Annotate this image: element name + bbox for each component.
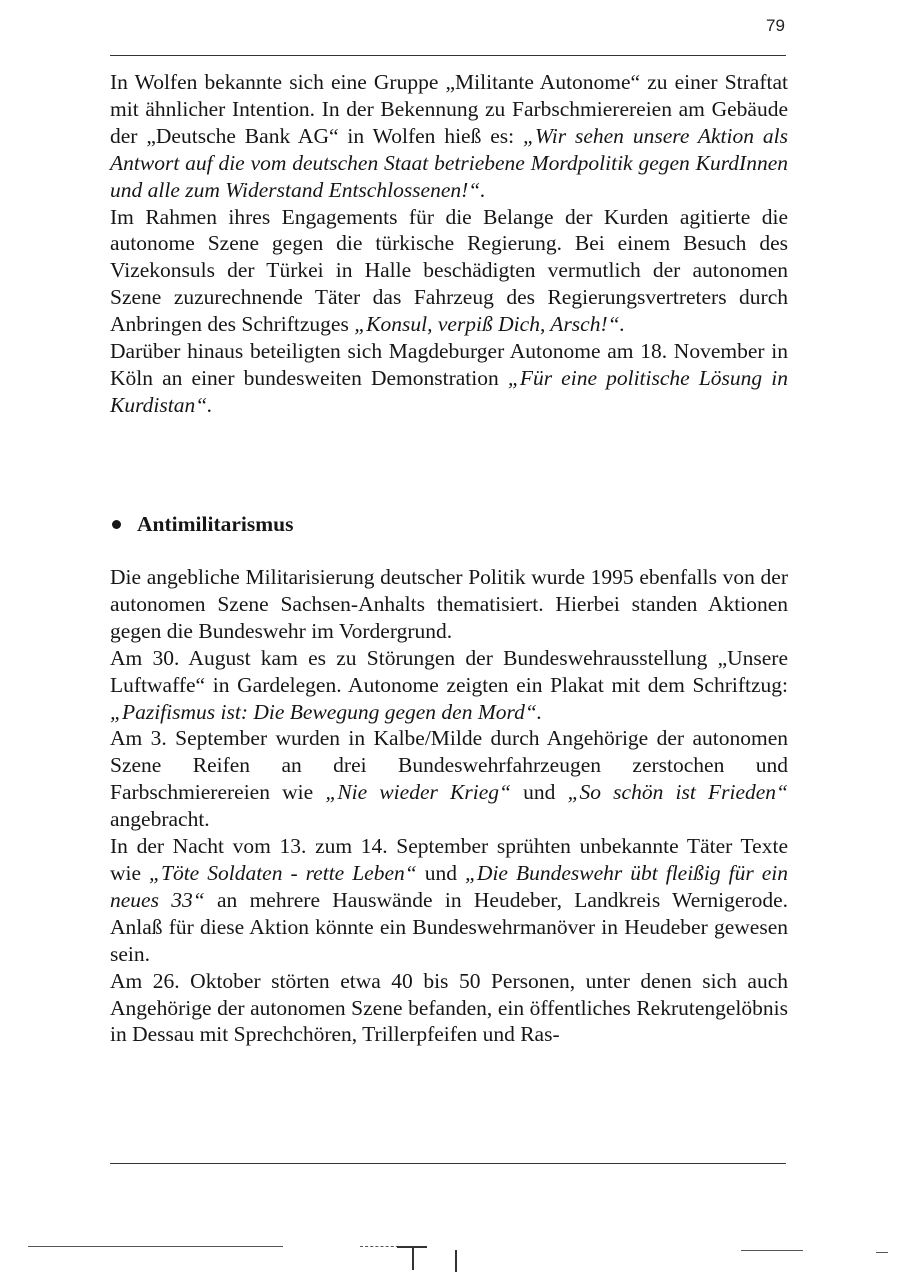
quote-text: „Wir sehen unsere Aktion als Antwort auf die vom deutschen Staat betriebene Mordpolitik gegen KurdInnen und alle zum Widerstand Entschlossenen!“.: [110, 123, 789, 202]
quote-text: „Für eine politische Lösung in Kurdistan“.: [110, 365, 788, 417]
scan-artifact-mark: [455, 1250, 457, 1272]
paragraph-text: Am 26. Oktober störten etwa 40 bis 50 Personen, unter denen sich auch Angehörige der autonomen Szene befanden, ein öffentliches Rekrutengelöbnis in Dessau mit Sprechchören, Trillerpfeifen und Ras-: [110, 968, 788, 1047]
paragraph-text: In der Nacht vom 13. zum 14. September sprühten unbekannte Täter Texte wie: [110, 834, 788, 885]
paragraph-text: Darüber hinaus beteiligten sich Magdeburger Autonome am 18. November in Köln an einer bundesweiten Demonstration: [110, 339, 788, 390]
footer-rule: [110, 1163, 786, 1164]
paragraph-text: Die angebliche Militarisierung deutscher Politik wurde 1995 ebenfalls von der autonomen Szene Sachsen-Anhalts thematisiert. Hierbei standen Aktionen gegen die Bundeswehr im Vordergrund.: [110, 565, 788, 643]
paragraph-kalbe: [110, 725, 788, 833]
quote-text: „Pazifismus ist: Die Bewegung gegen den Mord“.: [110, 699, 543, 724]
paragraph-text: Im Rahmen ihres Engagements für die Belange der Kurden agitierte die autonome Szene gegen die türkische Regierung. Bei einem Besuch des Vizekonsuls der Türkei in Halle beschädigten vermutlich der autonomen Szene zuzurechnende Täter das Fahrzeug des Regierungsvertreters durch Anbringen des Schriftzuges: [110, 204, 788, 337]
scan-artifact-line: [876, 1252, 888, 1253]
paragraph-dessau: [110, 968, 788, 1049]
paragraph-gardelegen: [110, 645, 788, 726]
paragraph-wolfen: [110, 69, 788, 204]
quote-text: „Töte Soldaten - rette Leben“: [149, 860, 417, 885]
paragraph-text: und: [416, 860, 465, 885]
bullet-icon: [112, 520, 121, 529]
header-rule: [110, 55, 786, 56]
paragraph-text: Am 3. September wurden in Kalbe/Milde durch Angehörige der autonomen Szene Reifen an drei Bundeswehrfahrzeugen zerstochen und Farbschmierereien wie: [110, 726, 788, 805]
section-kurdistan-text: [110, 69, 788, 419]
section-heading: [110, 511, 293, 538]
paragraph-text: an mehrere Hauswände in Heudeber, Landkreis Wernigerode. Anlaß für diese Aktion könnte ein Bundeswehrmanöver in Heudeber gewesen sein.: [110, 887, 788, 966]
page-number: 79: [766, 16, 785, 35]
paragraph-koeln: [110, 338, 788, 419]
paragraph-text: und: [510, 780, 568, 805]
scan-artifact-line: [28, 1246, 283, 1247]
quote-text: „Nie wieder Krieg“: [325, 780, 511, 805]
paragraph-text: Am 30. August kam es zu Störungen der Bundeswehrausstellung „Unsere Luftwaffe“ in Gardelegen. Autonome zeigten ein Plakat mit dem Schriftzug:: [110, 645, 788, 697]
quote-text: „Konsul, verpiß Dich, Arsch!“.: [354, 312, 625, 337]
heading-text: Antimilitarismus: [137, 512, 294, 536]
paragraph-text: angebracht.: [110, 807, 210, 832]
scan-artifact-mark: [412, 1246, 414, 1270]
paragraph-intro: [110, 564, 788, 645]
quote-text: „Die Bundeswehr übt fleißig für ein neues 33“: [110, 860, 789, 912]
section-antimilitarismus-text: [110, 564, 788, 1048]
scan-artifact-line: [741, 1250, 803, 1251]
quote-text: „So schön ist Frieden“: [567, 780, 789, 805]
paragraph-heudeber: [110, 833, 788, 968]
paragraph-halle: [110, 204, 788, 339]
paragraph-text: In Wolfen bekannte sich eine Gruppe „Militante Autonome“ zu einer Straftat mit ähnlicher Intention. In der Bekennung zu Farbschmierereien am Gebäude der „Deutsche Bank AG“ in Wolfen hieß es:: [110, 70, 788, 148]
